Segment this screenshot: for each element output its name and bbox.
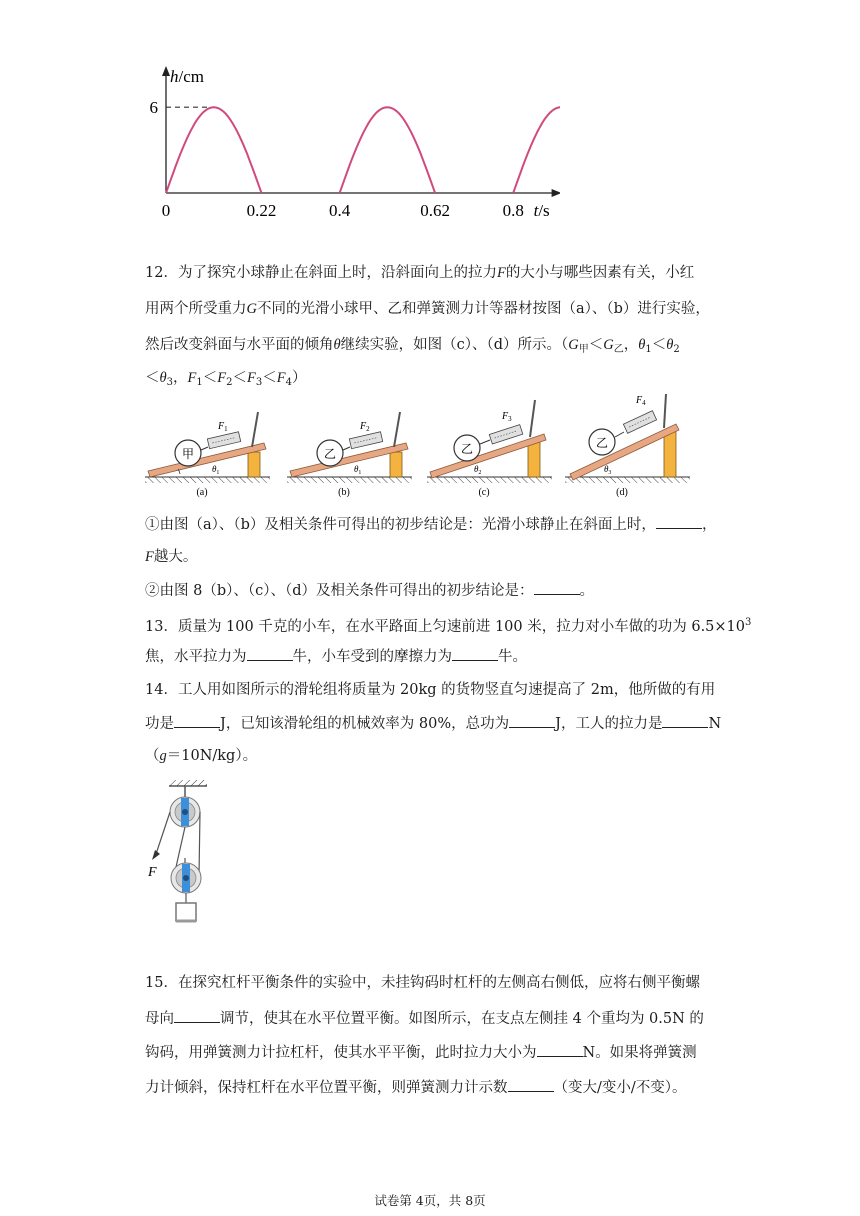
q14-line-3: （g＝10N/kg）。 — [145, 748, 258, 764]
x-tick-label: 0.22 — [246, 201, 277, 220]
q12-line-3: 然后改变斜面与水平面的倾角θ继续实验，如图（c）、（d）所示。（$G_甲<G_乙$，$\theta_1<\theta_2$ — [145, 337, 680, 355]
q14-line-2: 功是 J，已知该滑轮组的机械效率为 80%，总功为 J，工人的拉力是 N — [145, 713, 721, 735]
answer-blank — [452, 646, 498, 661]
caption-b: (b) — [338, 487, 350, 498]
angle-label-b: $\theta_1$ — [354, 464, 362, 476]
y-axis-label: h/cm — [170, 67, 204, 86]
q12-sub1-line-1: ①由图（a）、（b）及相关条件可得出的初步结论是：光滑小球静止在斜面上时， ， — [145, 514, 716, 536]
q12-line-2: 用两个所受重力G不同的光滑小球甲、乙和弹簧测力计等器材按图（a）、（b）进行实验， — [145, 301, 710, 317]
q13-line-1: 13．质量为 100 千克的小车，在水平路面上匀速前进 100 米，拉力对小车做的功为 $6.5\times 10^3$ — [145, 617, 752, 635]
answer-blank — [537, 1042, 583, 1057]
angle-label-a: $\theta_1$ — [212, 464, 220, 476]
q15-line-3: 钩码，用弹簧测力计拉杠杆，使其水平平衡，此时拉力大小为 N。如果将弹簧测 — [145, 1042, 697, 1064]
answer-blank — [508, 1077, 554, 1092]
answer-blank — [174, 713, 220, 728]
ball-label-b: 乙 — [323, 447, 337, 461]
series-curve-1 — [166, 107, 262, 193]
q12-line-1: 12．为了探究小球静止在斜面上时，沿斜面向上的拉力F的大小与哪些因素有关，小红 — [145, 265, 695, 281]
incline-figure-b — [287, 412, 412, 498]
q12-sub2: ②由图 8（b）、（c）、（d）及相关条件可得出的初步结论是： 。 — [145, 580, 594, 602]
angle-label-d: $\theta_3$ — [604, 464, 612, 476]
caption-a: (a) — [196, 487, 208, 498]
incline-figure-a — [145, 412, 270, 498]
ball-label-a: 甲 — [181, 447, 195, 461]
force-label-a: $F_1$ — [218, 421, 228, 433]
answer-blank — [174, 1008, 220, 1023]
answer-blank — [509, 713, 555, 728]
caption-d: (d) — [616, 487, 628, 498]
q14-line-1: 14．工人用如图所示的滑轮组将质量为 20kg 的货物竖直匀速提高了 2m，他所做的有用 — [145, 682, 716, 698]
force-label-f: F — [148, 865, 157, 880]
series-curve-2 — [340, 107, 436, 193]
x-tick-label: 0 — [161, 201, 171, 220]
angle-label-c: $\theta_2$ — [474, 464, 482, 476]
x-tick-label: 0.4 — [328, 201, 351, 220]
x-axis-arrow — [552, 189, 560, 197]
q12-sub1-line-2: F越大。 — [145, 549, 198, 565]
page-footer: 试卷第 4页，共 8页 — [374, 1193, 486, 1208]
force-label-c: $F_3$ — [502, 411, 512, 423]
force-label-b: $F_2$ — [360, 421, 370, 433]
x-tick-label: 0.8 — [502, 201, 524, 220]
answer-blank — [534, 580, 580, 595]
answer-blank — [656, 514, 702, 529]
incline-figure-c — [427, 400, 552, 498]
x-tick-label: 0.62 — [420, 201, 450, 220]
caption-c: (c) — [478, 487, 490, 498]
series-curve-3 — [513, 107, 560, 193]
q15-line-4: 力计倾斜，保持杠杆在水平位置平衡，则弹簧测力计示数 （变大/变小/不变）。 — [145, 1077, 687, 1099]
ball-label-c: 乙 — [460, 442, 474, 456]
y-axis-arrow — [162, 66, 170, 76]
q15-line-2: 母向 调节，使其在水平位置平衡。如图所示，在支点左侧挂 4 个重均为 0.5N 的 — [145, 1008, 704, 1030]
incline-figures — [140, 392, 700, 504]
x-axis-label: t/s — [533, 201, 550, 220]
q12-line-4: $<\theta_3$，$F_1<F_2<F_3<F_4$） — [145, 370, 307, 388]
force-label-d: $F_4$ — [636, 395, 646, 407]
pulley-figure — [142, 778, 222, 928]
incline-figure-d — [565, 394, 690, 498]
q13-line-2: 焦，水平拉力为 牛，小车受到的摩擦力为 牛。 — [145, 646, 527, 668]
height-time-chart — [140, 62, 560, 222]
y-tick-label: 6 — [149, 98, 158, 118]
answer-blank — [247, 646, 293, 661]
answer-blank — [662, 713, 708, 728]
q15-line-1: 15．在探究杠杆平衡条件的实验中，未挂钩码时杠杆的左侧高右侧低，应将右侧平衡螺 — [145, 975, 700, 991]
ball-label-d: 乙 — [595, 436, 609, 450]
